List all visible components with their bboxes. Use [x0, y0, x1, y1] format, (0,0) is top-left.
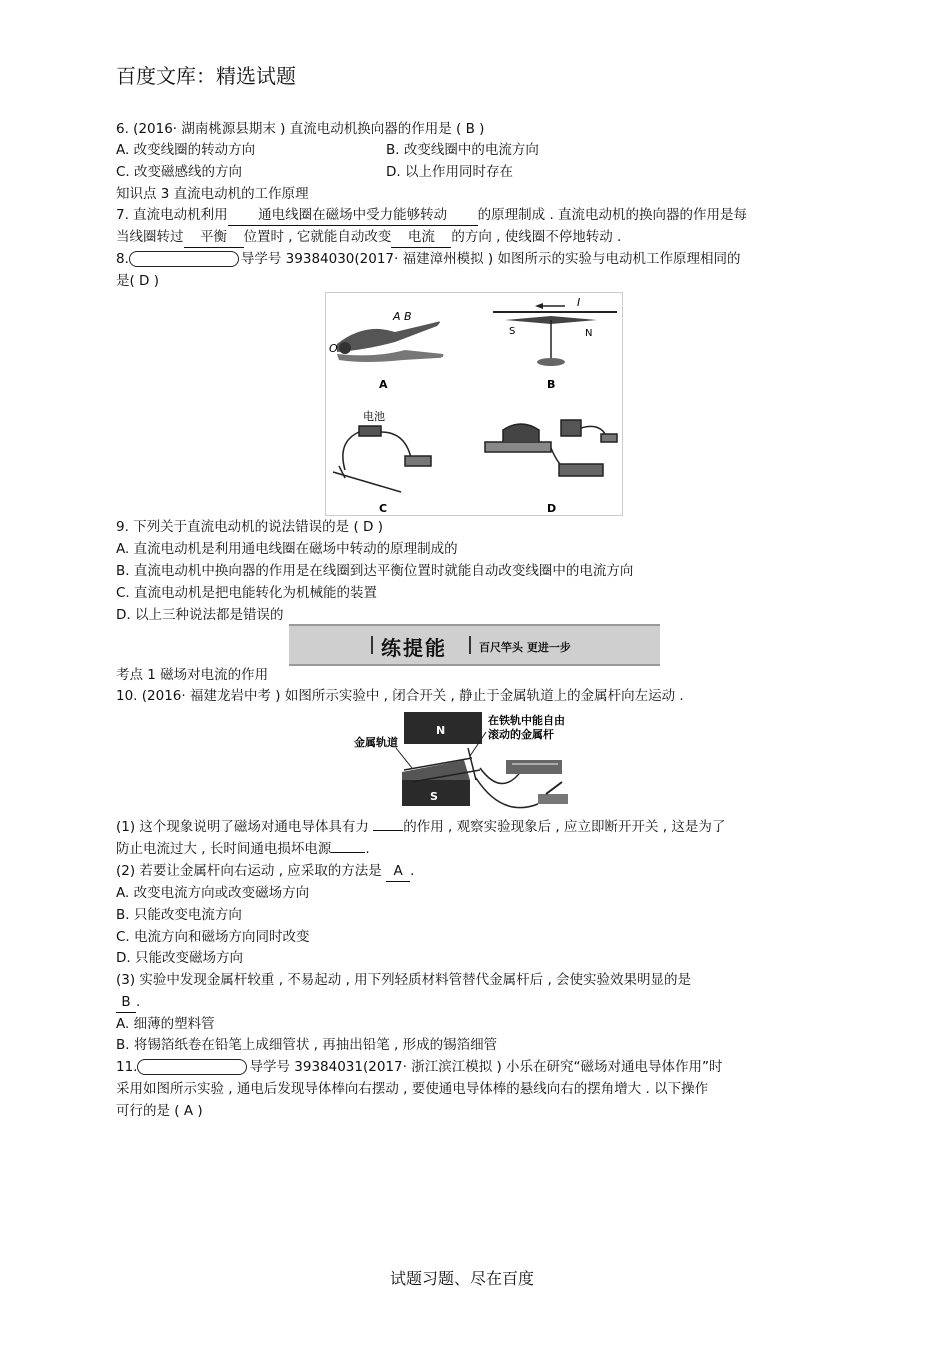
q6-option-a: A. 改变线圈的转动方向	[116, 142, 256, 158]
q11-stem	[116, 1057, 723, 1077]
q7-text-3: 当线圈转过	[116, 229, 184, 245]
q11-line2: 采用如图所示实验 , 通电后发现导体棒向右摆动 , 要使通电导体棒的悬线向右的摆角增大 . 以下操作	[116, 1081, 709, 1097]
banner-divider-right	[469, 636, 471, 654]
q10-sub3-stem: (3) 实验中发现金属杆较重 , 不易起动 , 用下列轻质材料管替代金属杆后 , 会使实验效果明显的是	[116, 972, 692, 988]
q7-text-5: 的方向 , 使线圈不停地转动 .	[451, 229, 622, 245]
q10-sub1-blank	[373, 830, 403, 831]
fig-d-label: D	[547, 502, 557, 515]
q10-sub2-answer: A	[386, 861, 410, 882]
q10-sub2-option-b: B. 只能改变电流方向	[116, 907, 242, 923]
q6-option-c: C. 改变磁感线的方向	[116, 164, 243, 180]
q10-sub1-text-4: .	[365, 841, 370, 857]
q10-label-rod-1: 在铁轨中能自由	[488, 714, 565, 727]
fig-a-label-o: O	[329, 342, 338, 355]
q10-label-s: S	[430, 790, 438, 803]
q6-option-d: D. 以上作用同时存在	[386, 164, 513, 180]
q7-text-4: 位置时 , 它就能自动改变	[243, 229, 392, 245]
q10-label-rail: 金属轨道	[354, 736, 398, 749]
q10-stem: 10. (2016· 福建龙岩中考 ) 如图所示实验中 , 闭合开关 , 静止于金属轨道上的金属杆向左运动 .	[116, 688, 684, 704]
q6-stem: 6. (2016· 湖南桃源县期末 ) 直流电动机换向器的作用是 ( B )	[116, 121, 485, 137]
q10-sub1-text-1: (1) 这个现象说明了磁场对通电导体具有力	[116, 819, 374, 835]
q7-blank-2: 平衡	[184, 227, 244, 248]
q10-sub1-blank-2	[331, 852, 365, 853]
q10-sub2-option-c: C. 电流方向和磁场方向同时改变	[116, 929, 310, 945]
q10-figure	[352, 708, 584, 816]
q10-sub1-line1	[116, 817, 725, 837]
q10-sub1-text-2: 的作用 , 观察实验现象后 , 应立即断开开关 , 这是为了	[403, 819, 726, 835]
q8-answer-line: 是( D )	[116, 273, 160, 289]
q7-line1	[116, 205, 747, 225]
q10-sub2-end: .	[410, 863, 415, 879]
fig-a-label-ab: A B	[393, 310, 412, 323]
q11-answer-line: 可行的是 ( A )	[116, 1103, 203, 1119]
q7-text-2: 的原理制成 . 直流电动机的换向器的作用是每	[477, 207, 748, 223]
q10-sub1-text-3: 防止电流过大 , 长时间通电损坏电源	[116, 841, 332, 857]
q11-number: 11.	[116, 1059, 138, 1075]
q8-text: 导学号 39384030(2017· 福建漳州模拟 ) 如图所示的实验与电动机工作原理相同的	[240, 251, 741, 267]
page-header: 百度文库：精选试题	[116, 64, 296, 88]
q10-sub2-option-d: D. 只能改变磁场方向	[116, 950, 243, 966]
q11-text: 导学号 39384031(2017· 浙江滨江模拟 ) 小乐在研究“磁场对通电导体作用”时	[249, 1059, 723, 1075]
section-banner	[289, 624, 660, 666]
q9-option-d: D. 以上三种说法都是错误的	[116, 607, 284, 623]
q7-blank-1: 通电线圈在磁场中受力能够转动	[228, 205, 478, 226]
q8-number: 8.	[116, 251, 129, 267]
banner-divider-left	[371, 636, 373, 654]
page-footer: 试题习题、尽在百度	[390, 1269, 535, 1288]
q8-stem	[116, 249, 740, 269]
q10-sub3-answer: B	[116, 992, 136, 1013]
q10-label-rod-2: 滚动的金属杆	[488, 728, 554, 741]
figure-a-pliers	[337, 322, 443, 363]
guide-number-box	[129, 251, 239, 267]
fig-b-label: B	[547, 378, 556, 391]
q10-sub2-option-a: A. 改变电流方向或改变磁场方向	[116, 885, 310, 901]
fig-c-label-battery: 电池	[363, 410, 385, 423]
q10-sub3-answer-line	[116, 992, 140, 1012]
q10-sub1-line2	[116, 839, 370, 859]
q8-figure	[325, 292, 623, 516]
q7-blank-3: 电流	[391, 227, 451, 248]
q10-rheostat	[506, 760, 562, 774]
q10-sub3-option-b: B. 将锡箔纸卷在铅笔上成细管状 , 再抽出铅笔 , 形成的锡箔细管	[116, 1037, 498, 1053]
guide-number-box-2	[137, 1059, 247, 1075]
q10-sub2-text: (2) 若要让金属杆向右运动 , 应采取的方法是	[116, 863, 387, 879]
q7-line2	[116, 227, 621, 247]
banner-subtitle: 百尺竿头 更进一步	[479, 641, 571, 654]
figure-c-circuit	[333, 426, 431, 492]
fig-b-label-s: S	[509, 326, 516, 337]
q10-sub3-option-a: A. 细薄的塑料管	[116, 1016, 215, 1032]
q9-option-a: A. 直流电动机是利用通电线圈在磁场中转动的原理制成的	[116, 541, 458, 557]
fig-b-label-i: I	[577, 296, 581, 309]
knowledge-point-3: 知识点 3 直流电动机的工作原理	[116, 186, 309, 202]
q10-sub3-end: .	[136, 994, 141, 1010]
fig-a-label: A	[379, 378, 388, 391]
q10-sub2-stem	[116, 861, 414, 881]
q9-stem: 9. 下列关于直流电动机的说法错误的是 ( D )	[116, 519, 383, 535]
q6-option-b: B. 改变线圈中的电流方向	[386, 142, 539, 158]
q7-text-1: 7. 直流电动机利用	[116, 207, 228, 223]
banner-title: 练提能	[381, 636, 447, 660]
q9-option-b: B. 直流电动机中换向器的作用是在线圈到达平衡位置时就能自动改变线圈中的电流方向	[116, 563, 634, 579]
q9-option-c: C. 直流电动机是把电能转化为机械能的装置	[116, 585, 378, 601]
q10-label-n: N	[436, 724, 446, 737]
q8-figure-frame	[326, 293, 623, 516]
fig-b-label-n: N	[585, 328, 593, 339]
figure-d-apparatus	[485, 420, 617, 476]
exam-point-1: 考点 1 磁场对电流的作用	[116, 667, 269, 683]
fig-c-label: C	[379, 502, 388, 515]
q10-switch	[538, 782, 568, 804]
